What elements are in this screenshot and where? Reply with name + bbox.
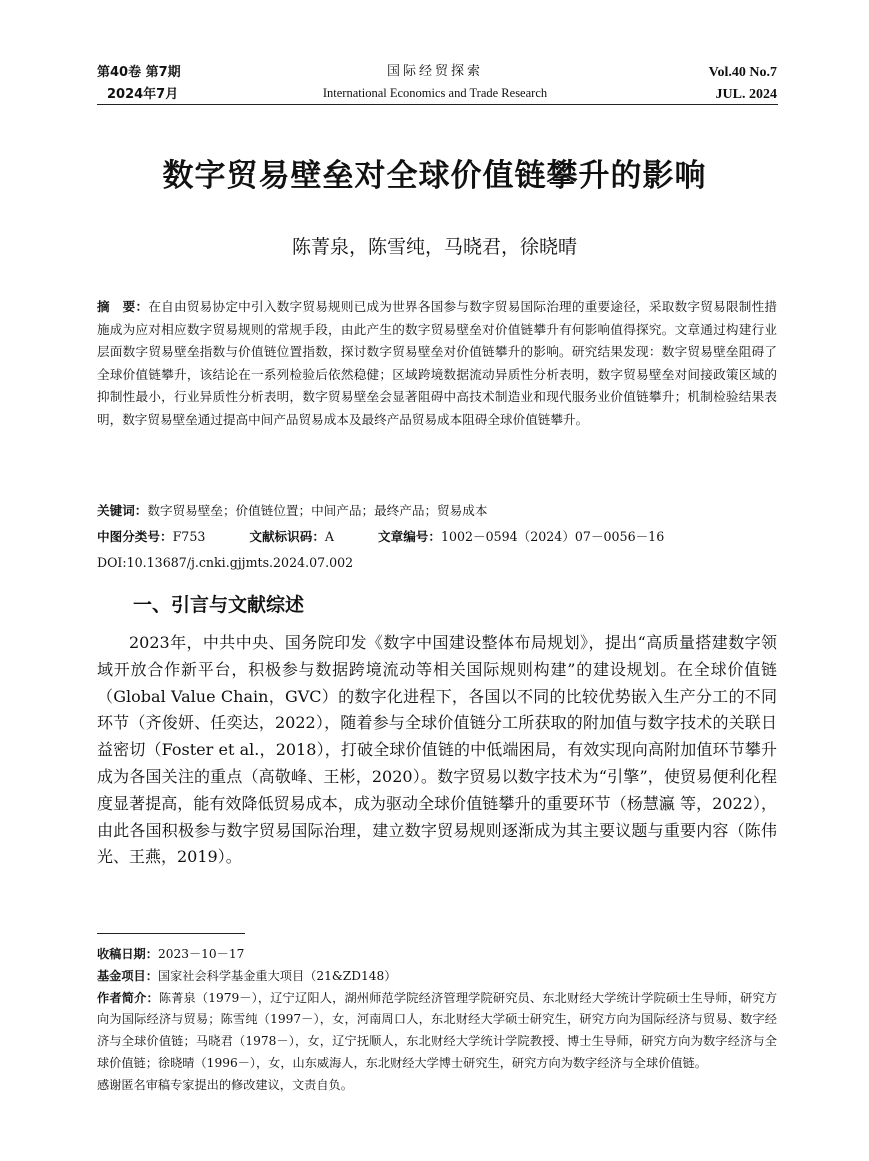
section-heading: 一、引言与文献综述 xyxy=(133,594,305,616)
clc-value: F753 xyxy=(172,529,206,544)
footnote-divider xyxy=(97,933,245,934)
abstract xyxy=(97,296,777,432)
issue-number-cn: 第40卷 第7期 xyxy=(97,65,181,80)
doi[interactable]: DOI:10.13687/j.cnki.gjjmts.2024.07.002 xyxy=(97,555,354,570)
author-bio: 作者简介：陈菁泉（1979－），辽宁辽阳人，湖州师范学院经济管理学院研究员、东北财经大学统计学院硕士生导师，研究方向为国际经济与贸易；陈雪纯（1997－），女，河南周口人，东北财经大学硕士研究生，研究方向为国际经济与贸易、数字经济与全球价值链；马晓君（1978－），女，辽宁抚顺人，东北财经大学统计学院教授、博士生导师，研究方向为数字经济与全球价值链；徐晓晴（1996－），女，山东威海人，东北财经大学博士研究生，研究方向为数字经济与全球价值链。 xyxy=(97,990,778,1070)
fund-project: 基金项目：国家社会科学基金重大项目（21&ZD148） xyxy=(97,968,397,983)
received-date: 收稿日期：2023－10－17 xyxy=(97,947,245,961)
doc-code-value: A xyxy=(324,529,335,544)
abstract-text: 在自由贸易协定中引入数字贸易规则已成为世界各国参与数字贸易国际治理的重要途径，采取数字贸易限制性措施成为应对相应数字贸易规则的常规手段，由此产生的数字贸易壁垒对价值链攀升有何影响值得探究。文章通过构建行业层面数字贸易壁垒指数与价值链位置指数，探讨数字贸易壁垒对价值链攀升的影响。研究结果发现：数字贸易壁垒阻碍了全球价值链攀升，该结论在一系列检验后依然稳健；区域跨境数据流动异质性分析表明，数字贸易壁垒对间接政策区域的抑制性最小，行业异质性分析表明，数字贸易壁垒会显著阻碍中高技术制造业和现代服务业价值链攀升；机制检验结果表明，数字贸易壁垒通过提高中间产品贸易成本及最终产品贸易成本阻碍全球价值链攀升。 xyxy=(97,299,778,427)
acknowledgement: 感谢匿名审稿专家提出的修改建议，文责自负。 xyxy=(97,1077,353,1092)
doc-code-label: 文献标识码： xyxy=(249,529,325,544)
journal-name-en: International Economics and Trade Research xyxy=(322,86,548,100)
issue-info-cn xyxy=(97,62,181,106)
article-number-value: 1002－0594（2024）07－0056－16 xyxy=(440,529,665,544)
paper-title: 数字贸易壁垒对全球价值链攀升的影响 xyxy=(162,158,707,194)
article-number-label: 文章编号： xyxy=(378,529,441,544)
clc-label: 中图分类号： xyxy=(97,529,173,544)
issue-number-en: Vol.40 No.7 xyxy=(708,65,777,80)
issue-date-en: JUL. 2024 xyxy=(715,87,777,102)
footnotes xyxy=(97,944,777,1097)
header-divider xyxy=(97,104,778,105)
body-paragraph: 2023年，中共中央、国务院印发《数字中国建设整体布局规划》，提出“高质量搭建数字领域开放合作新平台，积极参与数据跨境流动等相关国际规则构建”的建设规划。在全球价值链（Global Value Chain，GVC）的数字化进程下，各国以不同的比较优势嵌入生产分工的不同环节（齐俊妍、任奕达，2022），随着参与全球价值链分工所获取的附加值与数字技术的关联日益密切（Foster et al.，2018），打破全球价值链的中低端困局，有效实现向高附加值环节攀升成为各国关注的重点（高敬峰、王彬，2020）。数字贸易以数字技术为“引擎”，使贸易便利化程度显著提高，能有效降低贸易成本，成为驱动全球价值链攀升的重要环节（杨慧瀛 等，2022），由此各国积极参与数字贸易国际治理，建立数字贸易规则逐渐成为其主要议题与重要内容（陈伟光、王燕，2019）。 xyxy=(97,633,777,867)
author-list: 陈菁泉，陈雪纯，马晓君，徐晓晴 xyxy=(291,236,577,258)
keywords-text: 数字贸易壁垒；价值链位置；中间产品；最终产品；贸易成本 xyxy=(147,503,488,518)
issue-date-cn: 2024年7月 xyxy=(107,87,179,102)
keywords xyxy=(97,500,789,522)
keywords-label: 关键词： xyxy=(97,503,148,518)
journal-name xyxy=(300,62,570,104)
issue-info-en xyxy=(709,62,777,106)
journal-name-cn: 国际经贸探索 xyxy=(386,64,483,79)
abstract-label: 摘 要： xyxy=(97,299,149,314)
classification-line xyxy=(97,526,789,548)
